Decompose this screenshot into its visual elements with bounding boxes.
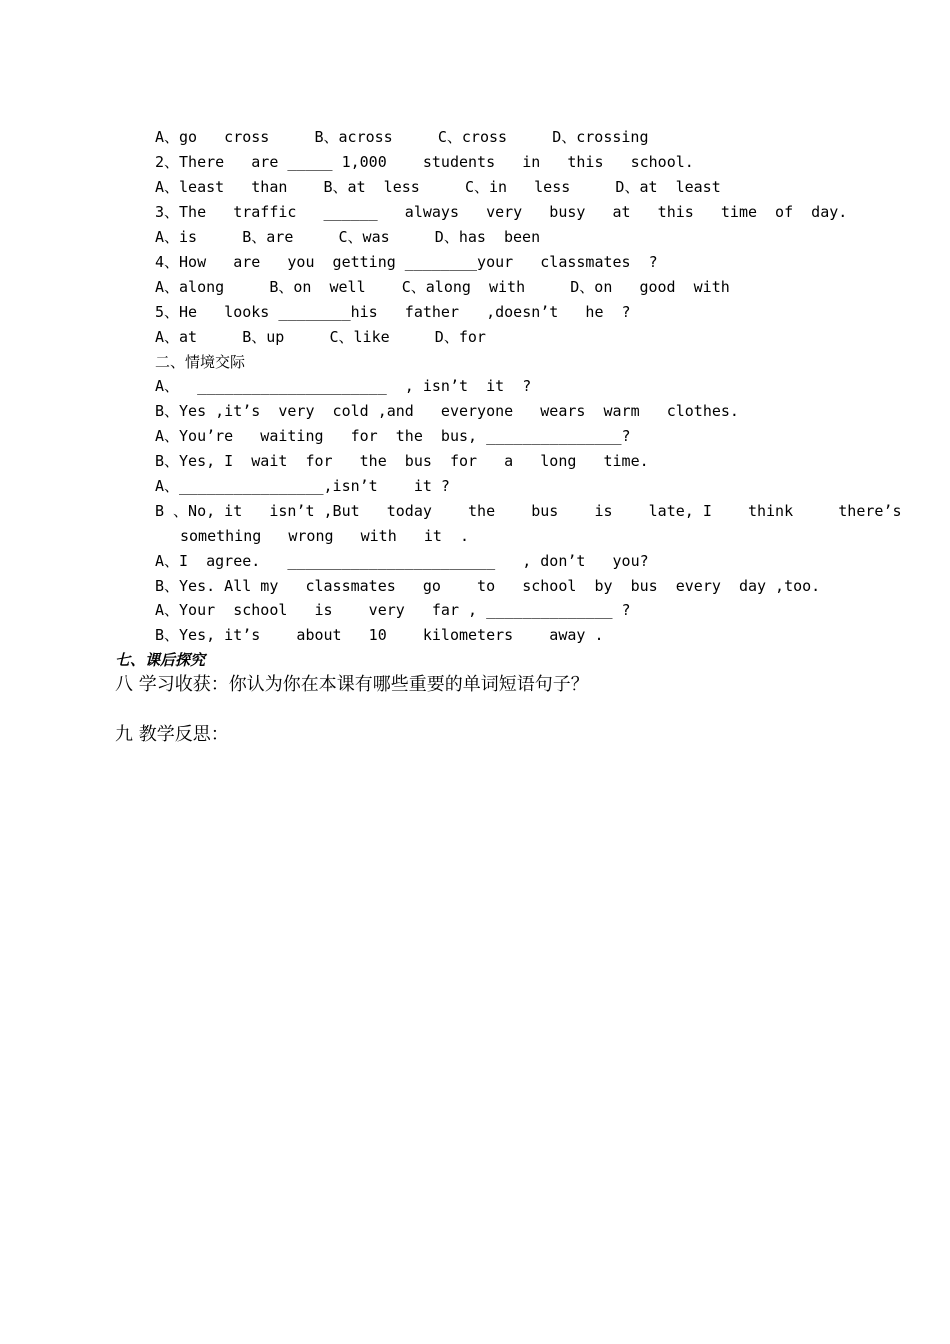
subsection-title: 二、情境交际 bbox=[155, 353, 246, 371]
dialogue-line: B、Yes ,it’s very cold ,and everyone wears warm clothes. bbox=[155, 402, 739, 420]
dialogue-line: B 、No, it isn’t ,But today the bus is late, I think there’s bbox=[155, 502, 902, 520]
dialogue-line: A、 _____________________ , isn’t it ? bbox=[155, 377, 532, 395]
section-teaching-reflection: 九 教学反思： bbox=[115, 724, 229, 745]
dialogue-line: B、Yes. All my classmates go to school by bus every day ,too. bbox=[155, 577, 821, 595]
heading-after-class-exploration: 七、课后探究 bbox=[115, 651, 206, 669]
dialogue-line: A、You’re waiting for the bus, _______________? bbox=[155, 427, 631, 445]
question-5: 5、He looks ________his father ,doesn’t he ? bbox=[155, 303, 631, 321]
dialogue-line: B、Yes, it’s about 10 kilometers away . bbox=[155, 626, 604, 644]
dialogue-line: A、Your school is very far , ______________ ? bbox=[155, 601, 631, 619]
option-line-1: A、go cross B、across C、cross D、crossing bbox=[155, 128, 649, 146]
dialogue-line: A、________________,isn’t it ? bbox=[155, 477, 450, 495]
dialogue-line-continued: something wrong with it . bbox=[180, 527, 469, 545]
question-3: 3、The traffic ______ always very busy at this time of day. bbox=[155, 203, 848, 221]
question-2: 2、There are _____ 1,000 students in this school. bbox=[155, 153, 694, 171]
option-line-3: A、is B、are C、was D、has been bbox=[155, 228, 541, 246]
option-line-2: A、least than B、at less C、in less D、at least bbox=[155, 178, 721, 196]
question-4: 4、How are you getting ________your classmates ? bbox=[155, 253, 658, 271]
option-line-5: A、at B、up C、like D、for bbox=[155, 328, 486, 346]
dialogue-line: B、Yes, I wait for the bus for a long time. bbox=[155, 452, 649, 470]
option-line-4: A、along B、on well C、along with D、on good with bbox=[155, 278, 730, 296]
dialogue-line: A、I agree. _______________________ , don’t you? bbox=[155, 552, 649, 570]
section-learning-gains: 八 学习收获：你认为你在本课有哪些重要的单词短语句子？ bbox=[115, 674, 589, 695]
